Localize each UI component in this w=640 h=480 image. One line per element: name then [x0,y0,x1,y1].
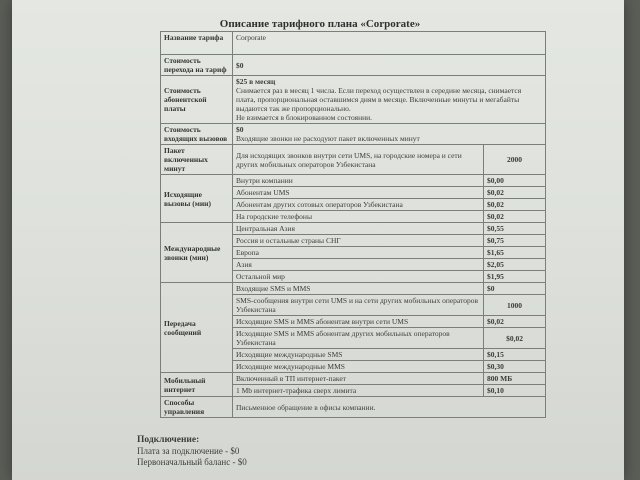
value-incoming [233,124,546,145]
internet-item-name: 1 Mb интернет-трафика сверх лимита [233,385,484,397]
row-messaging [161,283,546,295]
label-outgoing: Исходящие вызовы (мин) [161,175,233,223]
tariff-table [160,31,546,418]
messaging-item-price: $0,30 [484,361,546,373]
incoming-text: Входящие звонки не расходуют пакет включенных минут [236,134,420,143]
international-item-name: Азия [233,259,484,271]
international-item-name: Европа [233,247,484,259]
messaging-item-name: Исходящие международные MMS [233,361,484,373]
row-management [161,397,546,418]
outgoing-item-name: На городские телефоны [233,211,484,223]
label-incoming: Стоимость входящих вызовов [161,124,233,145]
messaging-item-name: Исходящие SMS и MMS абонентам внутри сети UMS [233,316,484,328]
document-title: Описание тарифного плана «Corporate» [219,18,421,30]
value-subscription [233,76,546,124]
row-tariff-name [161,32,546,55]
package-text: Для исходящих звонков внутри сети UMS, на городские номера и сети других мобильных операторов Узбекистана [233,145,484,175]
international-item-name: Остальной мир [233,271,484,283]
label-switch-cost: Стоимость перехода на тариф [161,55,233,76]
label-subscription: Стоимость абонентской платы [161,76,233,124]
international-item-price: $0,75 [484,235,546,247]
messaging-item-price: 1000 [484,295,546,316]
label-package: Пакет включенных минут [161,145,233,175]
messaging-item-name: Исходящие международные SMS [233,349,484,361]
package-value: 2000 [484,145,546,175]
subscription-price: $25 в месяц [236,77,276,86]
row-incoming [161,124,546,145]
messaging-item-price: $0,02 [484,316,546,328]
row-international [161,223,546,235]
international-item-price: $1,65 [484,247,546,259]
footer-heading: Подключение: [137,435,200,445]
international-item-name: Центральная Азия [233,223,484,235]
row-package [161,145,546,175]
row-outgoing [161,175,546,187]
international-item-price: $1,95 [484,271,546,283]
label-international: Международные звонки (мин) [161,223,233,283]
outgoing-item-name: Внутри компании [233,175,484,187]
row-subscription [161,76,546,124]
footer-line: Плата за подключение - $0 [137,446,240,456]
value-tariff-name: Corporate [233,32,546,55]
label-management: Способы управления [161,397,233,418]
label-internet: Мобильный интернет [161,373,233,397]
international-item-name: Россия и остальные страны СНГ [233,235,484,247]
footer-line: Первоначальный баланс - $0 [137,457,247,467]
row-internet [161,373,546,385]
connection-footer [137,435,247,468]
outgoing-item-price: $0,02 [484,199,546,211]
messaging-item-name: Исходящие SMS и MMS абонентам других мобильных операторов Узбекистана [233,328,484,349]
subscription-text: Снимается раз в месяц 1 числа. Если переход осуществлен в середине месяца, снимается плата, пропорциональная оставшимся дням в месяце. Включенные минуты и мегабайты выдаются так же пропорционально. [236,86,522,113]
outgoing-item-price: $0,00 [484,175,546,187]
value-switch-cost: $0 [233,55,546,76]
messaging-item-price: $0 [484,283,546,295]
messaging-item-name: Входящие SMS и MMS [233,283,484,295]
outgoing-item-name: Абонентам UMS [233,187,484,199]
internet-item-price: $0,10 [484,385,546,397]
internet-item-name: Включенный в ТП интернет-пакет [233,373,484,385]
international-item-price: $0,55 [484,223,546,235]
international-item-price: $2,05 [484,259,546,271]
outgoing-item-name: Абонентам других сотовых операторов Узбекистана [233,199,484,211]
value-management: Письменное обращение в офисы компании. [233,397,546,418]
messaging-item-price: $0,15 [484,349,546,361]
label-messaging: Передача сообщений [161,283,233,373]
row-switch-cost [161,55,546,76]
subscription-text-2: Не взимается в блокированном состоянии. [236,113,372,122]
label-tariff-name: Название тарифа [161,32,233,55]
internet-item-price: 800 МБ [484,373,546,385]
messaging-item-price: $0,02 [484,328,546,349]
messaging-item-name: SMS-сообщения внутри сети UMS и на сети других мобильных операторов Узбекистана [233,295,484,316]
outgoing-item-price: $0,02 [484,187,546,199]
incoming-price: $0 [236,125,244,134]
outgoing-item-price: $0,02 [484,211,546,223]
